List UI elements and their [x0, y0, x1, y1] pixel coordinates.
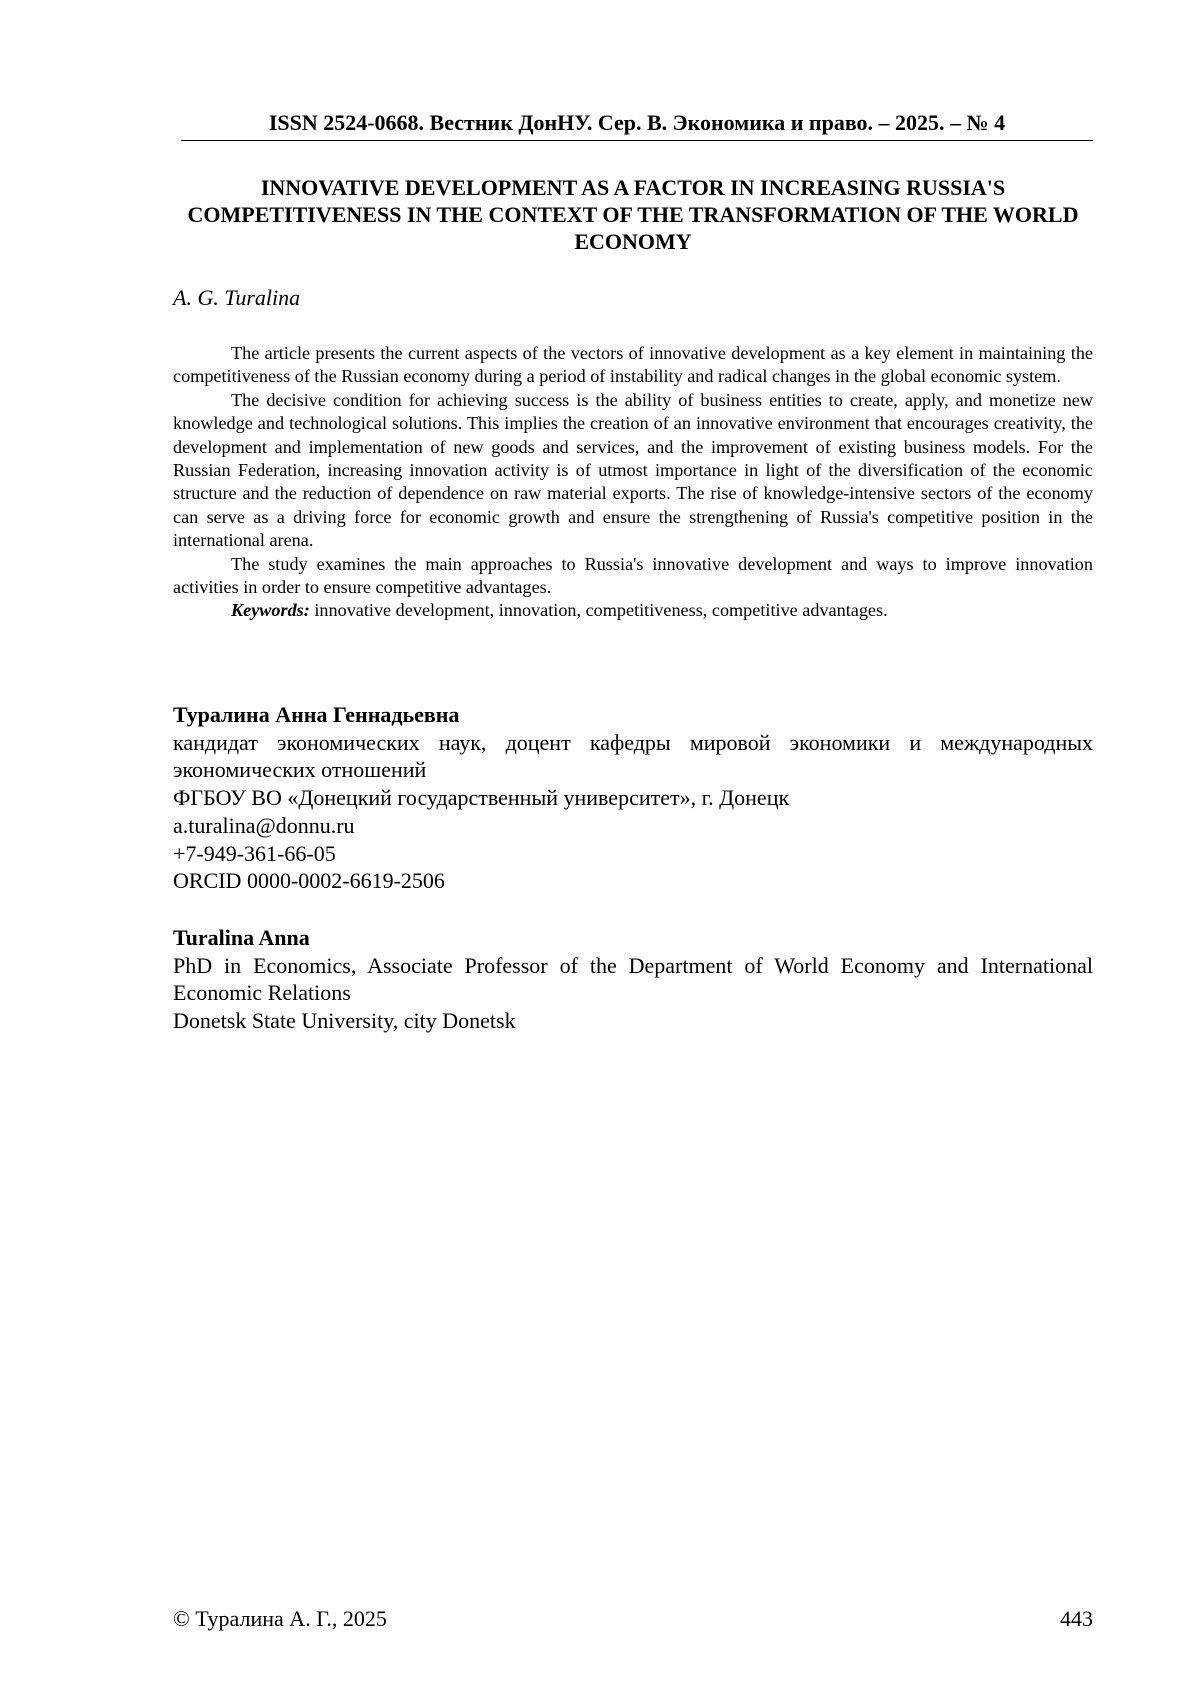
page-number: 443	[1060, 1606, 1093, 1631]
author-info-ru	[173, 701, 1093, 895]
page	[173, 0, 1093, 1698]
journal-header: ISSN 2524-0668. Вестник ДонНУ. Сер. В. Экономика и право. – 2025. – № 4	[181, 110, 1093, 141]
author-orcid: ORCID 0000-0002-6619-2506	[173, 868, 445, 894]
keywords	[173, 599, 1093, 622]
footer-copyright: © Туралина А. Г., 2025	[173, 1606, 387, 1631]
abstract	[173, 342, 1093, 623]
author-info-en	[173, 924, 1093, 1035]
author-name-en: Turalina Anna	[173, 925, 310, 950]
article-title: INNOVATIVE DEVELOPMENT AS A FACTOR IN INCREASING RUSSIA'S COMPETITIVENESS IN THE CONTEXT OF THE TRANSFORMATION OF THE WORLD ECONOMY	[187, 175, 1079, 254]
keywords-label: Keywords:	[231, 600, 310, 621]
abstract-paragraph: The article presents the current aspects of the vectors of innovative development as a key element in maintaining the competitiveness of the Russian economy during a period of instability and radical changes in the global economic system.	[173, 343, 1093, 387]
author-position-ru: кандидат экономических наук, доцент кафедры мировой экономики и международных экономических отношений	[173, 729, 1093, 783]
author-name-ru: Туралина Анна Геннадьевна	[173, 702, 460, 727]
author-affiliation-ru: ФГБОУ ВО «Донецкий государственный университет», г. Донецк	[173, 785, 790, 811]
keywords-text: innovative development, innovation, competitiveness, competitive advantages.	[309, 600, 888, 621]
abstract-paragraph: The decisive condition for achieving success is the ability of business entities to create, apply, and monetize new knowledge and technological solutions. This implies the creation of an innovative environment that encourages creativity, the development and implementation of new goods and services, and the improvement of existing business models. For the Russian Federation, increasing innovation activity is of utmost importance in light of the diversification of the economic structure and the reduction of dependence on raw material exports. The rise of knowledge-intensive sectors of the economy can serve as a driving force for economic growth and ensure the strengthening of Russia's competitive position in the international arena.	[173, 389, 1093, 551]
article-author: A. G. Turalina	[173, 285, 301, 310]
author-phone: +7-949-361-66-05	[173, 840, 336, 866]
author-affiliation-en: Donetsk State University, city Donetsk	[173, 1008, 516, 1034]
author-position-en: PhD in Economics, Associate Professor of the Department of World Economy and International Economic Relations	[173, 952, 1093, 1006]
abstract-paragraph: The study examines the main approaches to Russia's innovative development and ways to improve innovation activities in order to ensure competitive advantages.	[173, 553, 1093, 598]
author-email[interactable]: a.turalina@donnu.ru	[173, 812, 355, 838]
